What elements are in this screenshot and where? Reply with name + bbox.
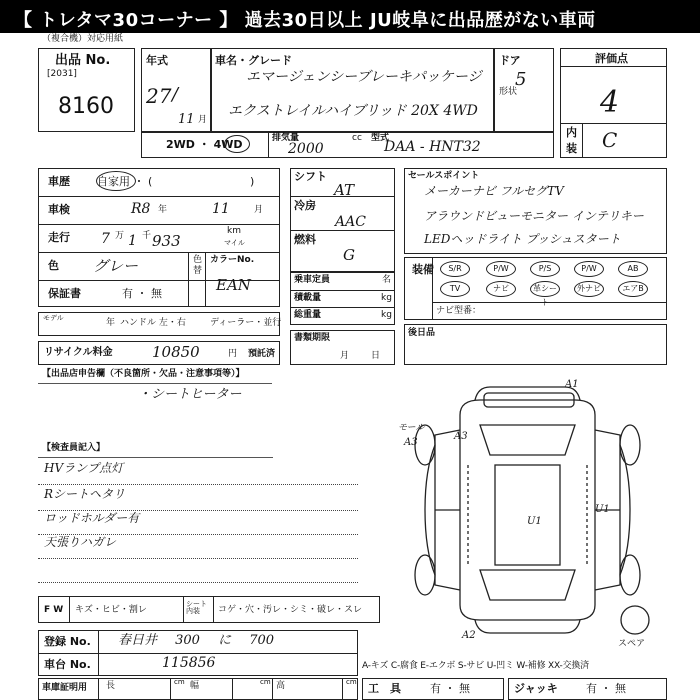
year-month-suffix: 月: [198, 115, 208, 125]
fuel-value: G: [343, 246, 355, 264]
rear-seat-label: 後日品: [408, 328, 436, 338]
inspection-year: R8: [131, 201, 151, 217]
certificate-divider: [170, 678, 171, 700]
banner-title: 【 トレタマ30コーナー 】 過去30日以上 JU岐阜に出品歴がない車両: [0, 0, 700, 33]
inspection-month-unit: 月: [254, 205, 264, 215]
color-code: EAN: [216, 276, 251, 294]
mark-u1-right: U1: [595, 504, 610, 515]
year-era-suffix: /: [172, 84, 179, 105]
ac-label: 冷房: [294, 199, 316, 212]
model-line1: エマージェンシーブレーキパッケージ: [246, 69, 482, 85]
navi-model: ナビ型番：: [436, 306, 482, 316]
interior-value: C: [602, 128, 618, 152]
certificate-cell: 高: [276, 681, 286, 691]
fw-label: F W: [44, 605, 64, 615]
inspector-note-1: HVランプ点灯: [44, 461, 124, 475]
capacity-label: 乗車定員: [294, 275, 331, 285]
certificate-cell: 幅: [190, 681, 200, 691]
equipment-item: AB: [618, 261, 648, 277]
equipment-label: 装備: [412, 263, 434, 276]
model-row-unit: 年: [106, 318, 116, 328]
recycle-unit: 円: [228, 349, 238, 359]
inspector-notes-label: 【検査員記入】: [42, 443, 106, 453]
handle-option: ハンドル 左・右: [120, 318, 186, 328]
drive-circle: [224, 135, 250, 153]
history-circle: [96, 171, 136, 191]
certificate-divider: [272, 678, 273, 700]
load-label: 積載量: [294, 293, 322, 303]
mileage-label: 走行: [48, 231, 70, 244]
model-row-label: モデル: [43, 314, 64, 322]
mark-a3-front: A3: [454, 431, 468, 442]
fuel-label: 燃料: [294, 233, 316, 246]
mark-a2: A2: [462, 630, 476, 641]
color-change-2: 替: [193, 266, 203, 276]
rating-value: 4: [600, 85, 620, 120]
shift-value: AT: [334, 181, 355, 199]
equipment-item: 革シート: [530, 281, 560, 297]
color-value: グレー: [93, 257, 139, 275]
model-type-label: 型式: [371, 133, 390, 143]
chassis-label: 車台 No.: [44, 658, 91, 671]
capacity-unit: 名: [382, 275, 392, 285]
certificate-cell: cm: [174, 678, 185, 686]
mark-a3-left: A3: [404, 437, 418, 448]
inspector-note-2: Rシートヘタリ: [44, 487, 126, 501]
displacement-unit: cc: [352, 133, 362, 143]
mark-u1: U1: [527, 516, 542, 527]
color-change-1: 色: [193, 255, 203, 265]
registration-value: 春日井 300 に 700: [118, 633, 275, 648]
mileage-sen: 1: [128, 233, 137, 249]
year-month: 11: [178, 112, 195, 127]
warranty-label: 保証書: [48, 287, 81, 300]
sales-point-3: LEDヘッドライト プッシュスタート: [424, 232, 621, 246]
model-label: 車名・グレード: [215, 54, 292, 67]
interior-label-2: 装: [566, 142, 577, 155]
lot-code: [2031]: [47, 69, 77, 79]
gross-unit: kg: [381, 310, 392, 320]
lot-label: 出品 No.: [55, 53, 111, 68]
jack-options: 有 ・ 無: [586, 682, 626, 695]
tools-options: 有 ・ 無: [430, 682, 470, 695]
equipment-item: 外ナビ: [574, 281, 604, 297]
year-label: 年式: [146, 54, 168, 67]
sales-points-label: セールスポイント: [408, 171, 480, 181]
doc-deadline-label: 書類期限: [294, 333, 331, 343]
inspection-month: 11: [212, 201, 230, 217]
equipment-item: P/W: [574, 261, 604, 277]
seat-label: シート 内装: [186, 600, 207, 615]
equipment-item: エアB: [618, 281, 648, 297]
mileage-unit-km: km: [227, 226, 241, 236]
jack-label: ジャッキ: [514, 682, 558, 695]
inspector-note-3: ロッドホルダー有: [44, 511, 140, 525]
mileage-man-unit: 万: [115, 231, 125, 241]
recycle-value: 10850: [152, 343, 200, 361]
inspector-note-4: 天張りハガレ: [44, 535, 117, 549]
displacement-value: 2000: [288, 141, 324, 157]
seller-notes-label: 【出品店申告欄（不良箇所・欠品・注意事項等）】: [42, 369, 245, 379]
ac-value: AAC: [335, 214, 366, 230]
rating-label: 評価点: [595, 52, 628, 65]
header-note: （複合機）対応用紙: [42, 34, 124, 44]
damage-legend: A-キズ C-腐食 E-エクボ S-サビ U-凹ミ W-補修 XX-交換済: [362, 661, 589, 671]
certificate-cell: cm: [346, 678, 357, 686]
recycle-status: 預託済: [248, 349, 276, 359]
certificate-cell: 長: [106, 681, 116, 691]
history-label: 車歴: [48, 175, 70, 188]
certificate-divider: [342, 678, 343, 700]
mark-a1-top: A1: [565, 379, 579, 390]
shape-label: 形状: [499, 87, 518, 97]
equipment-item: TV: [440, 281, 470, 297]
certificate-label: 車庫証明用: [42, 683, 88, 693]
drive-label: 2WD ・ 4WD: [166, 138, 243, 151]
mileage-sen-unit: 千: [142, 231, 152, 241]
inspection-year-unit: 年: [158, 205, 168, 215]
mileage-unit-mile: マイル: [224, 239, 245, 247]
recycle-label: リサイクル料金: [44, 347, 113, 358]
year-era: 27: [146, 84, 172, 108]
doc-deadline-unit: 月日: [340, 351, 403, 361]
sales-point-1: メーカーナビ フルセグTV: [424, 184, 564, 198]
model-line2: エクストレイルハイブリッド 20X 4WD: [228, 103, 478, 119]
warranty-options: 有 ・ 無: [122, 287, 162, 300]
color-code-label: カラーNo.: [210, 255, 255, 265]
fw-items: キズ・ヒビ・割レ: [75, 605, 147, 615]
history-options: 自家用 ・ (: [97, 175, 153, 188]
equipment-item: P/W: [486, 261, 516, 277]
shift-label: シフト: [294, 170, 327, 183]
equipment-item: P/S: [530, 261, 560, 277]
equipment-item: ナビ: [486, 281, 516, 297]
mark-mall: モール: [398, 423, 425, 433]
sales-point-2: アラウンドビューモニター インテリキー: [424, 209, 644, 223]
history-close: ): [250, 175, 255, 188]
mileage-man: 7: [101, 231, 110, 247]
seat-items: コゲ・穴・汚レ・シミ・破レ・スレ: [218, 605, 363, 615]
spare-label: スペア: [618, 639, 646, 649]
doors-label: ドア: [499, 54, 521, 67]
displacement-label: 排気量: [272, 133, 300, 143]
chassis-value: 115856: [162, 655, 216, 671]
tools-label: 工 具: [368, 682, 401, 695]
equipment-item: S/R: [440, 261, 470, 277]
model-type-value: DAA - HNT32: [384, 139, 481, 155]
certificate-divider: [232, 678, 233, 700]
doors-value: 5: [515, 69, 527, 90]
inspection-label: 車検: [48, 203, 70, 216]
interior-label-1: 内: [566, 126, 577, 139]
gross-label: 総重量: [294, 310, 322, 320]
color-label: 色: [48, 259, 59, 272]
mileage-rest: 933: [152, 232, 181, 250]
certificate-cell: cm: [260, 678, 271, 686]
dealer-option: ディーラー・並行: [210, 318, 282, 328]
load-unit: kg: [381, 293, 392, 303]
seller-notes-value: ・シートヒーター: [138, 387, 242, 402]
registration-label: 登録 No.: [44, 635, 91, 648]
car-damage-diagram: [380, 375, 680, 650]
lot-number: 8160: [58, 94, 114, 119]
rear-seat-box: [404, 324, 667, 365]
